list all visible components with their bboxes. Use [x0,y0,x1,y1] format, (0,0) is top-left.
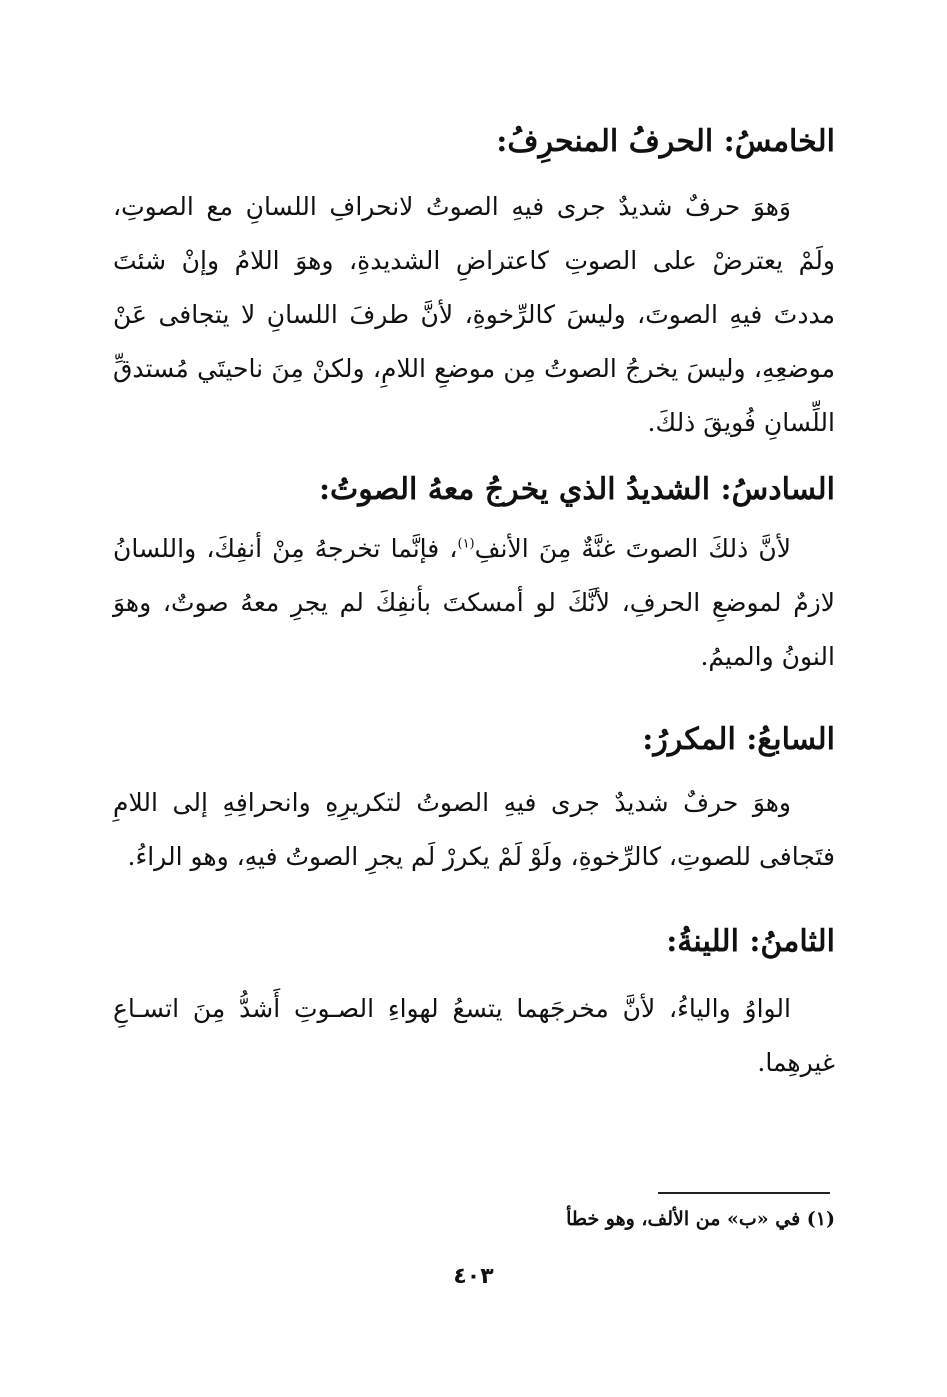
page-number: ٤٠٣ [453,1264,494,1289]
section-sixth [113,470,835,684]
section-eighth [113,922,835,1090]
section-heading: السابعُ: المكررُ: [642,722,835,757]
section-heading: السادسُ: الشديدُ الذي يخرجُ معهُ الصوتُ: [318,472,835,507]
section-paragraph [113,522,835,684]
footnote-reference[interactable]: (١) [457,536,475,552]
footnote: (١) في «ب» من الألف، وهو خطأ [566,1208,835,1230]
paragraph-text: لأنَّ ذلكَ الصوتَ غنَّةٌ مِنَ الأنفِ [474,534,791,563]
section-seventh [113,720,835,884]
section-fifth [113,122,835,450]
footnote-divider [658,1192,830,1194]
section-paragraph: الواوُ والياءُ، لأنَّ مخرجَهما يتسعُ لهواءِ الصـوتِ أَشدُّ مِنَ اتسـاعِ غيرهِما. [113,994,835,1077]
paragraph-text: ، فإنَّما تخرجهُ مِنْ أنفِكَ، واللسانُ لازمٌ لموضعِ الحرفِ، لأنَّكَ لو أمسكتَ بأنفِكَ لم يجرِ معهُ صوتٌ، وهوَ النونُ والميمُ. [113,534,835,671]
section-paragraph: وَهوَ حرفٌ شديدٌ جرى فيهِ الصوتُ لانحرافِ اللسانِ مع الصوتِ، ولَمْ يعترضْ على الصوتِ كاعتراضِ الشديدةِ، وهوَ اللامُ وإنْ شئتَ مددتَ فيهِ الصوتَ، وليسَ كالرِّخوةِ، لأنَّ طرفَ اللسانِ لا يتجافى عَنْ موضعِهِ، وليسَ يخرجُ الصوتُ مِن موضعِ اللامِ، ولكنْ مِنَ ناحيتَي مُستدقِّ اللِّسانِ فُويقَ ذلكَ. [113,192,835,437]
section-heading: الخامسُ: الحرفُ المنحرِفُ: [496,124,835,159]
section-heading: الثامنُ: اللينةُ: [666,924,835,959]
section-paragraph: وهوَ حرفٌ شديدٌ جرى فيهِ الصوتُ لتكريرِهِ وانحرافِهِ إلى اللامِ فتَجافى للصوتِ، كالرِّخوةِ، ولَوْ لَمْ يكررْ لَم يجرِ الصوتُ فيهِ، وهو الراءُ. [113,788,835,871]
